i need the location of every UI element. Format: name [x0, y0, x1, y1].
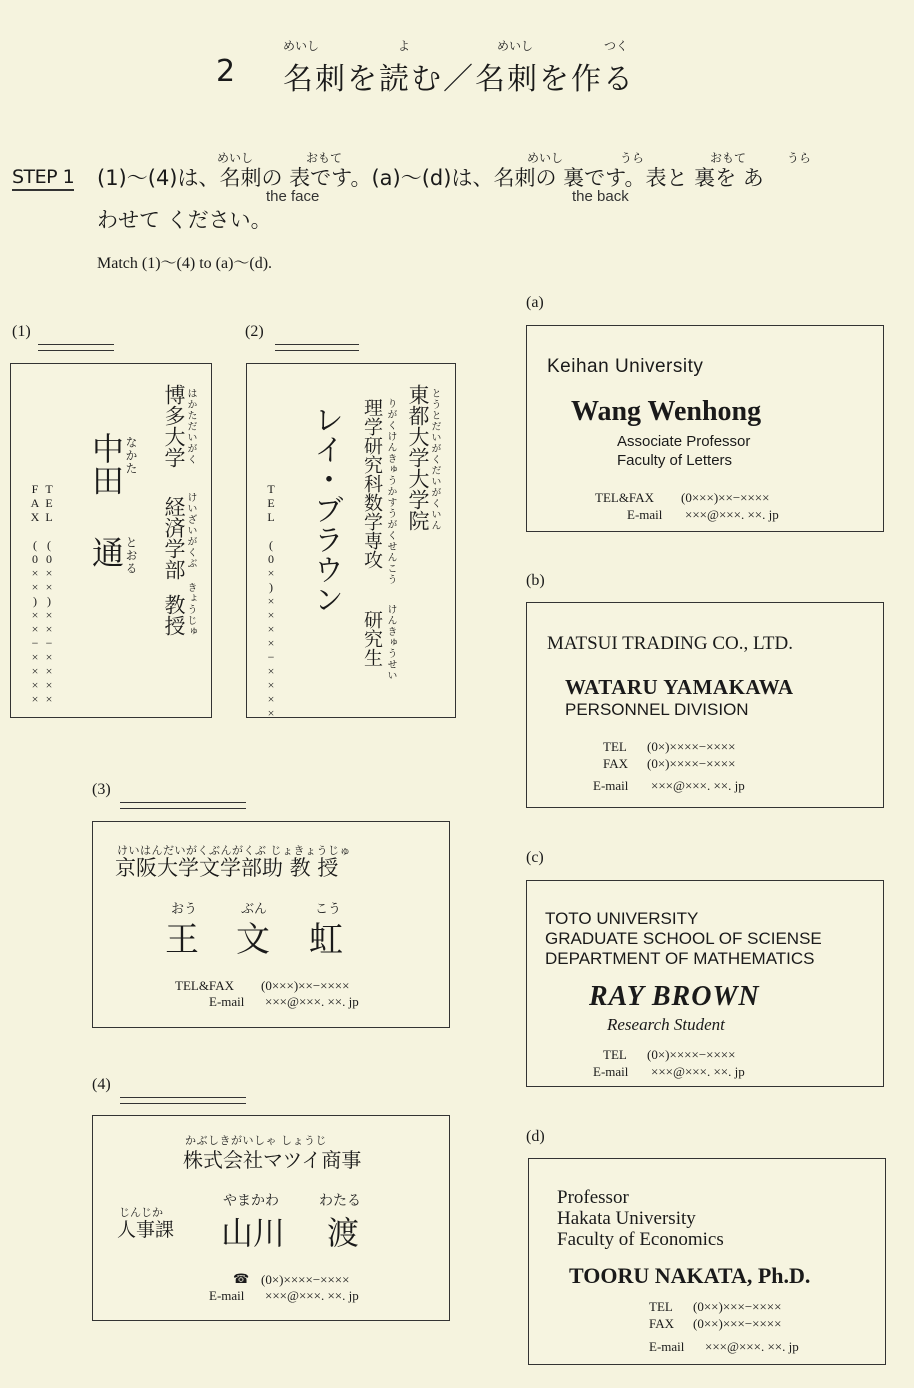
card-d-faculty: Faculty of Economics: [557, 1229, 724, 1250]
step-ruby-2: おもて: [306, 151, 343, 165]
card-3-name-ruby-2: ぶん: [241, 902, 268, 917]
step-ruby-6: うら: [787, 151, 812, 165]
card-b-email-label: E-mail: [593, 778, 629, 793]
card-4-name-ruby-1: やまかわ: [223, 1193, 279, 1209]
card-3-front: [92, 821, 450, 1028]
card-1-number: (1): [12, 323, 31, 340]
card-4-name-ruby-2: わたる: [319, 1193, 361, 1209]
card-a-telfax-label: TEL&FAX: [595, 490, 654, 505]
card-a-name: Wang Wenhong: [571, 396, 762, 427]
step-ruby-5: おもて: [710, 151, 747, 165]
step-label: STEP 1: [12, 166, 74, 191]
lesson-number: 2: [216, 54, 238, 89]
step-ruby-3: めいし: [527, 151, 564, 165]
card-d-fax: (0××)×××−××××: [693, 1316, 782, 1331]
card-b-name: WATARU YAMAKAWA: [565, 675, 794, 699]
card-3-name-ruby-1: おう: [171, 902, 198, 917]
card-b-org: MATSUI TRADING CO., LTD.: [547, 633, 793, 654]
card-4-dept: 人事課: [117, 1219, 175, 1241]
card-4-given-name: 渡: [327, 1214, 360, 1252]
card-1-dept: 経済学部: [162, 496, 186, 580]
card-4-number: (4): [92, 1076, 111, 1093]
card-1-title-ruby: きょうじゅ: [185, 582, 196, 637]
card-1-tel: TEL (0××)××−××××: [42, 482, 56, 706]
card-b-fax-label: FAX: [603, 756, 629, 771]
card-2-tel: TEL (0×)××××−××××: [264, 482, 278, 720]
phone-icon: ☎: [233, 1272, 250, 1287]
card-3-name-2: 文: [236, 920, 270, 960]
card-1-name-ruby: なかた: [124, 436, 138, 475]
card-a-org: Keihan University: [547, 356, 704, 377]
card-d-org: Hakata University: [557, 1208, 696, 1229]
card-1-org-ruby: はかただいがく: [185, 388, 196, 465]
card-1-given-ruby: とおる: [124, 536, 138, 575]
card-1-org: 博多大学: [162, 384, 186, 468]
card-c-org-1: TOTO UNIVERSITY: [545, 909, 699, 928]
card-c-name: RAY BROWN: [589, 981, 760, 1012]
card-3-name-ruby-3: こう: [315, 902, 342, 917]
page-title: 名刺を読む／名刺を作る: [283, 62, 635, 97]
card-b-tel: (0×)××××−××××: [647, 739, 736, 754]
match-instruction: Match (1)〜(4) to (a)〜(d).: [97, 255, 273, 272]
answer-line-4: [120, 1097, 246, 1104]
card-4-company-ruby: かぶしきがいしゃ しょうじ: [185, 1134, 327, 1147]
card-1-front: [10, 363, 212, 718]
card-c-org-3: DEPARTMENT OF MATHEMATICS: [545, 949, 815, 968]
card-a-email: ×××@×××. ××. jp: [685, 507, 779, 522]
card-1-title: 教授: [162, 594, 186, 636]
card-c-letter: (c): [526, 849, 544, 866]
title-ruby-yo: よ: [398, 39, 411, 53]
card-b-letter: (b): [526, 572, 545, 589]
card-3-telfax-label: TEL&FAX: [175, 978, 234, 993]
step-instruction-line2: わせて ください。: [97, 208, 272, 232]
card-3-name-3: 虹: [309, 920, 343, 960]
card-a-back: [526, 325, 884, 532]
card-a-letter: (a): [526, 294, 544, 311]
card-d-back: [528, 1158, 886, 1365]
step-instruction-line1: (1)〜(4)は、名刺の 表です。(a)〜(d)は、名刺の 裏です。表と 裏を あ: [97, 166, 764, 190]
card-1-given-name: 通: [87, 536, 125, 568]
card-1-fax: FAX (0××)××−××××: [28, 482, 42, 706]
card-2-title-ruby: けんきゅうせい: [385, 604, 396, 681]
card-c-tel: (0×)××××−××××: [647, 1047, 736, 1062]
answer-line-3: [120, 802, 246, 809]
title-ruby-tsuku: つく: [604, 39, 629, 53]
card-1-family-name: 中田: [87, 432, 125, 496]
card-2-name: レイ・ブラウン: [308, 404, 343, 614]
card-a-email-label: E-mail: [627, 507, 663, 522]
card-c-back: [526, 880, 884, 1087]
card-d-tel: (0××)×××−××××: [693, 1299, 782, 1314]
card-2-title: 研究生: [361, 610, 383, 667]
card-d-tel-label: TEL: [649, 1299, 673, 1314]
card-3-org: 京阪大学文学部助 教 授: [115, 856, 339, 880]
card-2-dept: 理学研究科数学専攻: [361, 398, 383, 569]
card-a-telfax: (0×××)××−××××: [681, 490, 770, 505]
card-2-dept-ruby: りがくけんきゅうかすうがくせんこう: [385, 398, 396, 585]
card-d-email: ×××@×××. ××. jp: [705, 1339, 799, 1354]
card-4-dept-ruby: じんじか: [119, 1206, 163, 1219]
step-ruby-4: うら: [620, 151, 645, 165]
card-4-phone: (0×)××××−××××: [261, 1272, 350, 1287]
card-c-email-label: E-mail: [593, 1064, 629, 1079]
card-2-front: [246, 363, 456, 718]
card-2-number: (2): [245, 323, 264, 340]
card-d-fax-label: FAX: [649, 1316, 675, 1331]
card-2-org: 東都大学大学院: [406, 384, 430, 531]
card-d-email-label: E-mail: [649, 1339, 685, 1354]
card-4-company: 株式会社マツイ商事: [183, 1148, 362, 1172]
card-d-title: Professor: [557, 1187, 629, 1208]
answer-line-1: [38, 344, 114, 351]
card-2-org-ruby: とうとだいがくだいがくいん: [429, 388, 440, 531]
card-b-fax: (0×)××××−××××: [647, 756, 736, 771]
card-3-org-ruby: けいはんだいがくぶんがくぶ じょきょうじゅ: [117, 844, 351, 857]
card-3-telfax: (0×××)××−××××: [261, 978, 350, 993]
card-b-tel-label: TEL: [603, 739, 627, 754]
card-d-name: TOORU NAKATA, Ph.D.: [569, 1263, 811, 1288]
card-4-front: [92, 1115, 450, 1321]
card-c-tel-label: TEL: [603, 1047, 627, 1062]
card-a-title: Associate Professor: [617, 433, 751, 450]
card-c-org-2: GRADUATE SCHOOL OF SCIENSE: [545, 929, 822, 948]
card-b-back: [526, 602, 884, 808]
title-ruby-meishi-2: めいし: [497, 39, 534, 53]
card-1-dept-ruby: けいざいがくぶ: [185, 492, 196, 569]
gloss-the-back: the back: [572, 188, 629, 205]
card-a-faculty: Faculty of Letters: [617, 452, 733, 469]
card-3-name-1: 王: [165, 920, 199, 960]
card-3-email: ×××@×××. ××. jp: [265, 994, 359, 1009]
title-ruby-meishi: めいし: [283, 39, 320, 53]
card-b-division: PERSONNEL DIVISION: [565, 700, 749, 719]
step-ruby-1: めいし: [217, 151, 254, 165]
card-4-family-name: 山川: [221, 1214, 286, 1252]
card-4-email-label: E-mail: [209, 1288, 245, 1303]
card-c-title: Research Student: [607, 1015, 725, 1034]
card-d-letter: (d): [526, 1128, 545, 1145]
card-3-number: (3): [92, 781, 111, 798]
answer-line-2: [275, 344, 359, 351]
card-b-email: ×××@×××. ××. jp: [651, 778, 745, 793]
card-c-email: ×××@×××. ××. jp: [651, 1064, 745, 1079]
gloss-the-face: the face: [266, 188, 320, 205]
card-4-email: ×××@×××. ××. jp: [265, 1288, 359, 1303]
card-3-email-label: E-mail: [209, 994, 245, 1009]
